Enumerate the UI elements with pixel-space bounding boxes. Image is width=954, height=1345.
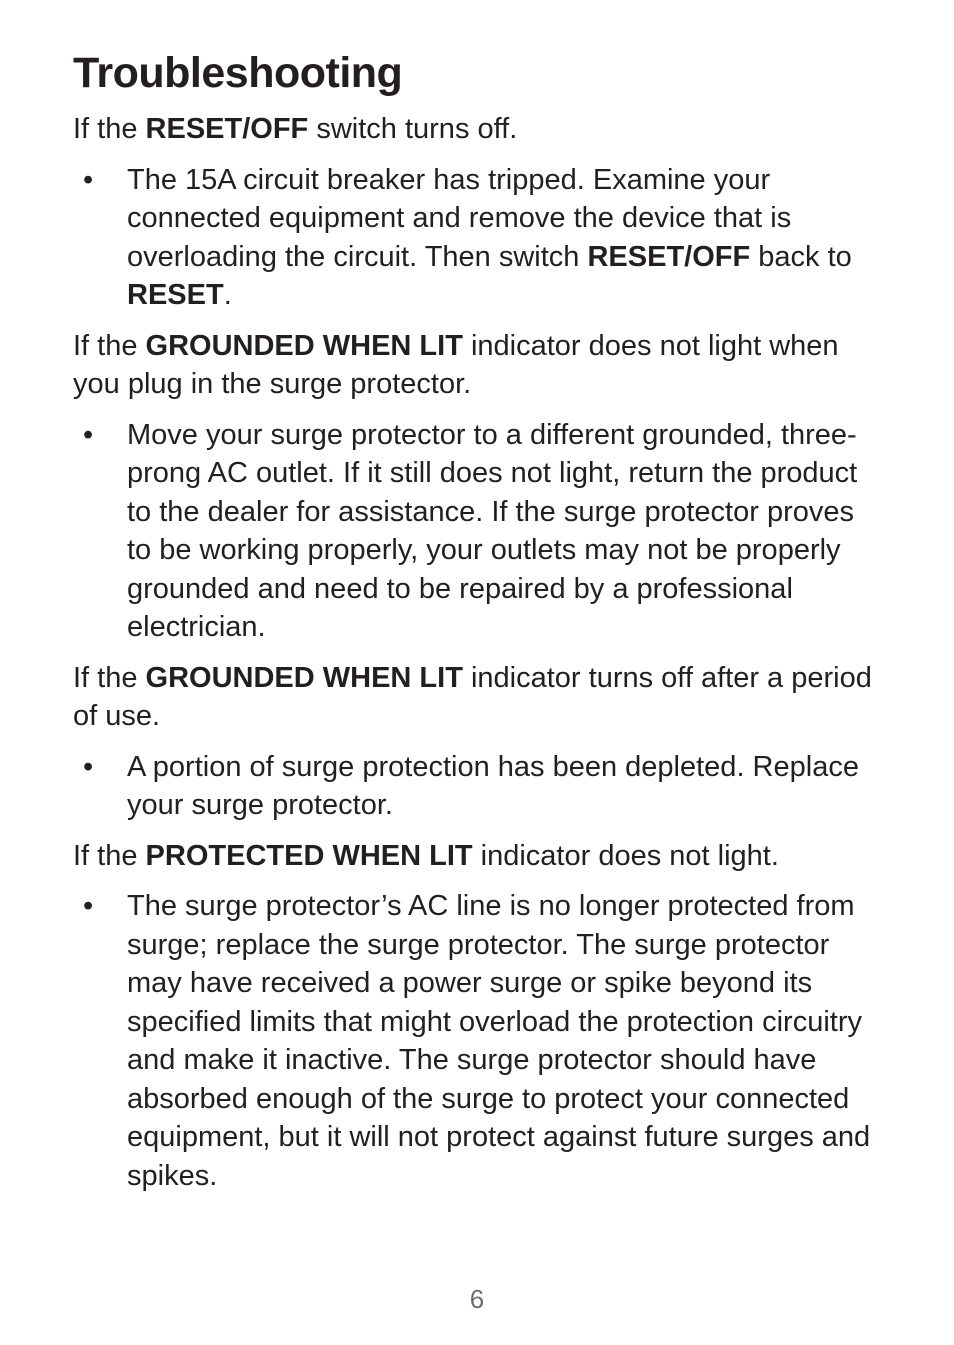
solution-protected-not-lit xyxy=(73,887,883,1195)
condition-keyword: GROUNDED WHEN LIT xyxy=(145,329,463,362)
bullet-icon: • xyxy=(83,418,94,451)
condition-text: indicator does not light. xyxy=(472,839,779,872)
solution-keyword: RESET xyxy=(127,279,224,311)
condition-text: If the xyxy=(73,329,146,362)
solution-text: Move your surge protector to a different grounded, three-prong AC outlet. If it still does not light, return the product to the dealer for assistance. If the surge protector proves to be working properly, your outlets may not be properly grounded and need to be repaired by a professional electrician. xyxy=(127,418,858,643)
solution-text: The 15A circuit breaker has tripped. Examine your connected equipment and remove the device that is overloading the circuit. Then switch xyxy=(127,163,792,273)
condition-text: If the xyxy=(73,839,146,872)
solution-grounded-not-lit xyxy=(73,416,883,647)
condition-keyword: RESET/OFF xyxy=(145,113,309,145)
bullet-icon: • xyxy=(83,163,94,196)
solution-text: The surge protector’s AC line is no longer protected from surge; replace the surge protector. The surge protector may have received a power surge or spike beyond its specified limits that might overload the protection circuitry and make it inactive. The surge protector should have absorbed enough of the surge to protect your connected equipment, but it will not protect against future surges and spikes. xyxy=(127,890,871,1192)
page-content xyxy=(73,46,883,1207)
condition-text: If the xyxy=(73,113,146,145)
solution-keyword: RESET/OFF xyxy=(587,240,751,273)
condition-text: If the xyxy=(73,661,146,694)
bullet-icon: • xyxy=(83,890,94,922)
condition-reset-off xyxy=(73,110,883,149)
condition-grounded-not-lit xyxy=(73,327,883,404)
solution-reset-off xyxy=(73,161,883,315)
condition-keyword: PROTECTED WHEN LIT xyxy=(145,839,473,872)
condition-grounded-turns-off xyxy=(73,659,883,736)
solution-text: A portion of surge protection has been depleted. Replace your surge protector. xyxy=(127,750,859,821)
solution-text: . xyxy=(223,279,232,311)
bullet-icon: • xyxy=(83,750,94,783)
solution-grounded-turns-off xyxy=(73,748,883,825)
condition-text: switch turns off. xyxy=(308,113,518,145)
solution-text: back to xyxy=(750,240,852,273)
condition-text: indicator does not light when you plug in the surge protector. xyxy=(73,329,839,400)
condition-keyword: GROUNDED WHEN LIT xyxy=(145,661,463,694)
page-title: Troubleshooting xyxy=(73,49,403,97)
condition-protected-not-lit xyxy=(73,837,883,876)
condition-text: indicator turns off after a period of use. xyxy=(73,661,872,732)
page-number: 6 xyxy=(469,1284,485,1314)
